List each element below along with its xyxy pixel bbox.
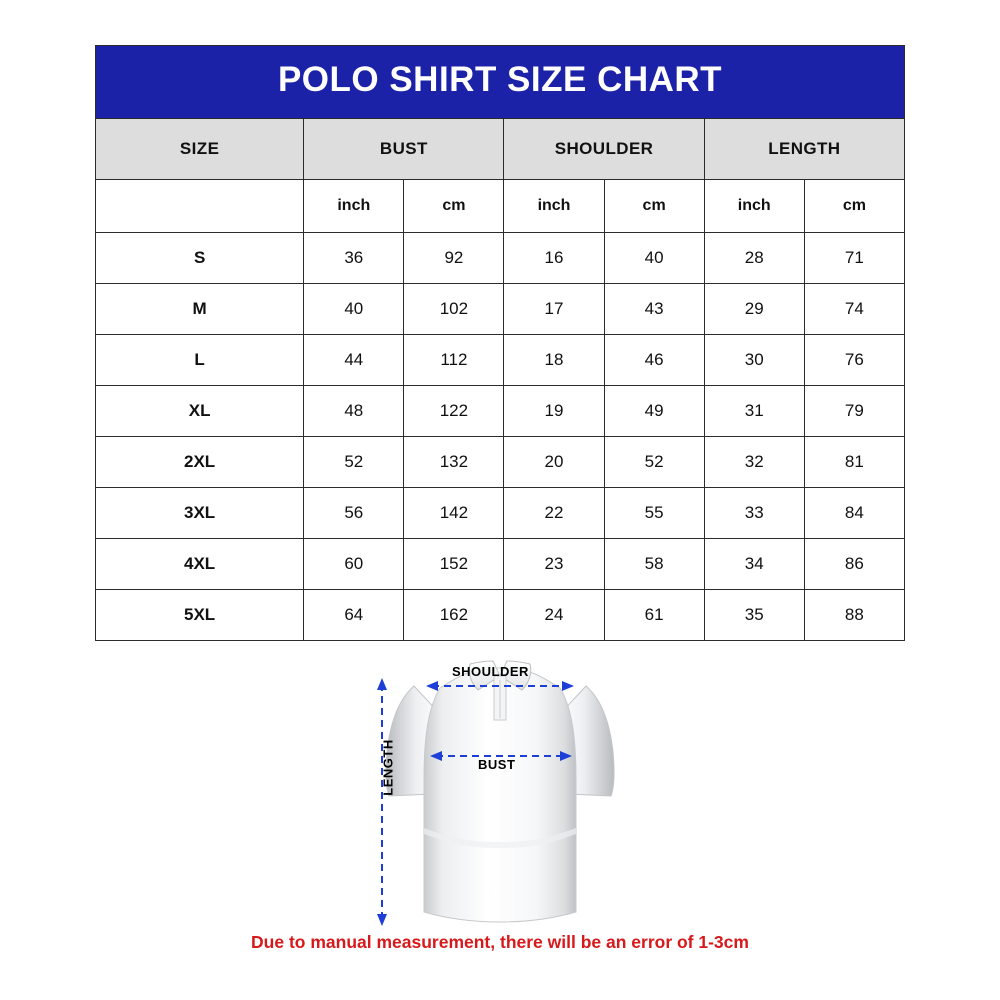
cell-length-inch: 35 (704, 590, 804, 641)
cell-bust-cm: 112 (404, 335, 504, 386)
length-label: LENGTH (380, 739, 396, 796)
cell-length-cm: 74 (804, 284, 904, 335)
cell-bust-inch: 44 (304, 335, 404, 386)
cell-length-cm: 71 (804, 233, 904, 284)
polo-shirt-graphic (386, 661, 614, 922)
cell-length-inch: 31 (704, 386, 804, 437)
cell-length-inch: 29 (704, 284, 804, 335)
cell-shoulder-cm: 46 (604, 335, 704, 386)
cell-bust-inch: 64 (304, 590, 404, 641)
cell-length-cm: 76 (804, 335, 904, 386)
cell-length-cm: 79 (804, 386, 904, 437)
table-row (96, 386, 905, 437)
size-chart-container (95, 45, 905, 641)
group-header-row (96, 119, 905, 180)
size-chart-table (95, 45, 905, 641)
cell-size: 3XL (96, 488, 304, 539)
cell-length-inch: 28 (704, 233, 804, 284)
unit-shoulder-inch: inch (504, 180, 604, 233)
length-measure-arrow (377, 678, 387, 926)
table-row (96, 335, 905, 386)
header-length: LENGTH (704, 119, 904, 180)
chart-title-row (96, 46, 905, 119)
unit-shoulder-cm: cm (604, 180, 704, 233)
shoulder-label: SHOULDER (452, 664, 529, 679)
cell-shoulder-inch: 17 (504, 284, 604, 335)
measurement-note: Due to manual measurement, there will be an error of 1-3cm (251, 932, 749, 952)
cell-bust-cm: 152 (404, 539, 504, 590)
cell-size: XL (96, 386, 304, 437)
cell-shoulder-inch: 23 (504, 539, 604, 590)
cell-shoulder-cm: 61 (604, 590, 704, 641)
cell-length-inch: 34 (704, 539, 804, 590)
bust-label: BUST (478, 757, 516, 772)
cell-bust-cm: 132 (404, 437, 504, 488)
unit-length-cm: cm (804, 180, 904, 233)
table-row (96, 539, 905, 590)
cell-size: 4XL (96, 539, 304, 590)
cell-shoulder-inch: 18 (504, 335, 604, 386)
cell-bust-cm: 142 (404, 488, 504, 539)
header-bust: BUST (304, 119, 504, 180)
cell-length-cm: 81 (804, 437, 904, 488)
cell-length-inch: 32 (704, 437, 804, 488)
table-row (96, 488, 905, 539)
cell-bust-cm: 162 (404, 590, 504, 641)
cell-shoulder-inch: 16 (504, 233, 604, 284)
cell-size: 2XL (96, 437, 304, 488)
cell-length-inch: 30 (704, 335, 804, 386)
cell-shoulder-cm: 52 (604, 437, 704, 488)
cell-size: M (96, 284, 304, 335)
cell-shoulder-inch: 24 (504, 590, 604, 641)
table-row (96, 284, 905, 335)
unit-length-inch: inch (704, 180, 804, 233)
cell-shoulder-cm: 43 (604, 284, 704, 335)
cell-bust-cm: 92 (404, 233, 504, 284)
cell-size: L (96, 335, 304, 386)
cell-bust-inch: 48 (304, 386, 404, 437)
cell-bust-inch: 56 (304, 488, 404, 539)
cell-shoulder-cm: 58 (604, 539, 704, 590)
cell-bust-inch: 52 (304, 437, 404, 488)
cell-length-cm: 88 (804, 590, 904, 641)
cell-shoulder-inch: 22 (504, 488, 604, 539)
cell-shoulder-inch: 19 (504, 386, 604, 437)
cell-shoulder-cm: 55 (604, 488, 704, 539)
cell-bust-inch: 60 (304, 539, 404, 590)
cell-bust-cm: 122 (404, 386, 504, 437)
unit-bust-inch: inch (304, 180, 404, 233)
cell-size: S (96, 233, 304, 284)
cell-shoulder-inch: 20 (504, 437, 604, 488)
cell-size: 5XL (96, 590, 304, 641)
table-row (96, 233, 905, 284)
unit-bust-cm: cm (404, 180, 504, 233)
cell-bust-inch: 40 (304, 284, 404, 335)
table-row (96, 437, 905, 488)
header-shoulder: SHOULDER (504, 119, 704, 180)
cell-shoulder-cm: 49 (604, 386, 704, 437)
cell-length-cm: 84 (804, 488, 904, 539)
cell-length-inch: 33 (704, 488, 804, 539)
cell-length-cm: 86 (804, 539, 904, 590)
cell-shoulder-cm: 40 (604, 233, 704, 284)
cell-bust-cm: 102 (404, 284, 504, 335)
cell-bust-inch: 36 (304, 233, 404, 284)
header-size: SIZE (96, 119, 304, 180)
unit-header-row (96, 180, 905, 233)
unit-empty (96, 180, 304, 233)
page-title: POLO SHIRT SIZE CHART (96, 46, 905, 119)
